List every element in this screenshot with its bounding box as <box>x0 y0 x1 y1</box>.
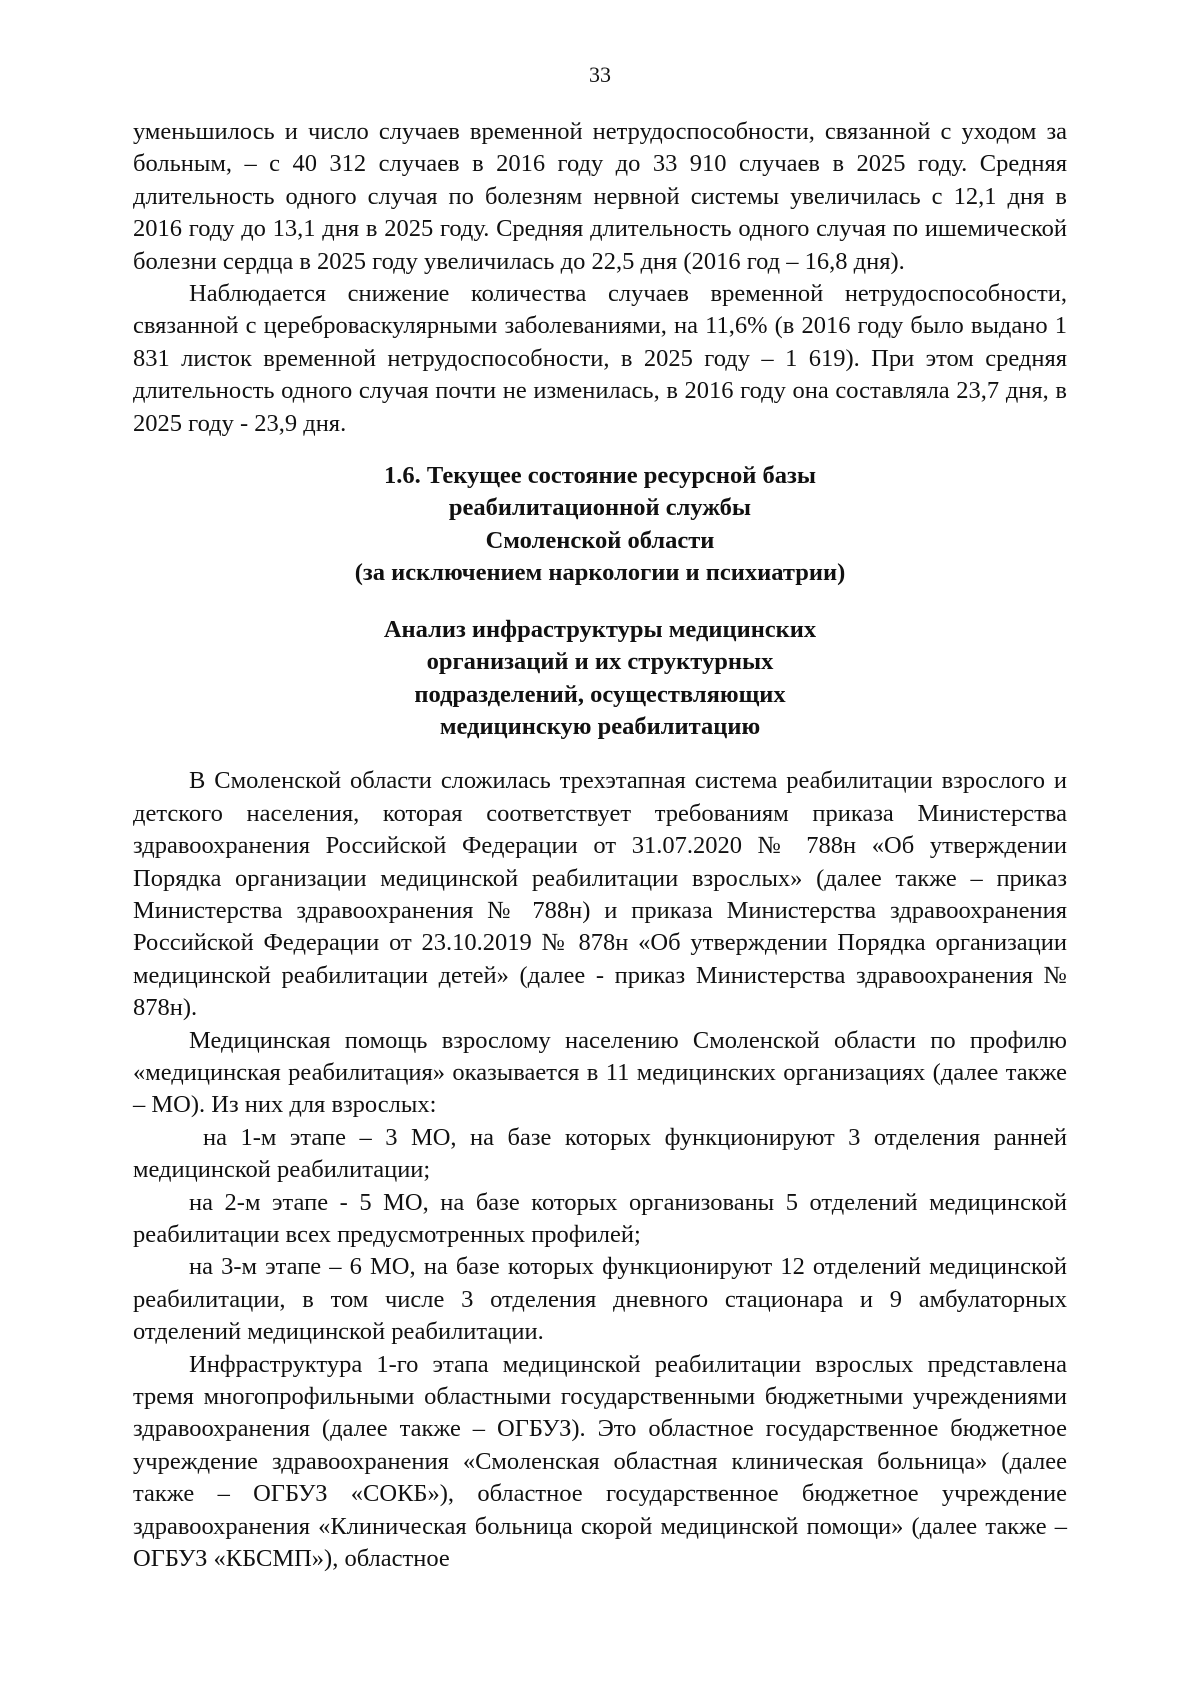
paragraph-system: В Смоленской области сложилась трехэтапная система реабилитации взрослого и детского населения, которая соответствует требованиям приказа Министерства здравоохранения Российской Федерации от 31.07.2020 № 788н «Об утверждении Порядка организации медицинской реабилитации взрослых» (далее также – приказ Министерства здравоохранения № 788н) и приказа Министерства здравоохранения Российской Федерации от 23.10.2019 № 878н «Об утверждении Порядка организации медицинской реабилитации детей» (далее - приказ Министерства здравоохранения № 878н). <box>133 767 1067 1022</box>
paragraph-cerebrovascular: Наблюдается снижение количества случаев временной нетрудоспособности, связанной с цереброваскулярными заболеваниями, на 11,6% (в 2016 году было выдано 1 831 листок временной нетрудоспособности, в 2025 году – 1 619). При этом средняя длительность одного случая почти не изменилась, в 2016 году она составляла 23,7 дня, в 2025 году - 23,9 дня. <box>133 280 1067 437</box>
sub-heading <box>133 614 1067 744</box>
section-heading-line: Смоленской области <box>485 526 715 554</box>
sub-heading-line: Анализ инфраструктуры медицинских <box>383 615 817 643</box>
sub-heading-line: организаций и их структурных <box>426 648 774 676</box>
sub-heading-line: медицинскую реабилитацию <box>439 712 761 740</box>
sub-heading-line: подразделений, осуществляющих <box>414 680 786 708</box>
section-heading-line: реабилитационной службы <box>448 494 752 522</box>
paragraph-infrastructure: Инфраструктура 1-го этапа медицинской реабилитации взрослых представлена тремя многопрофильными областными государственными бюджетными учреждениями здравоохранения (далее также – ОГБУЗ). Это областное государственное бюджетное учреждение здравоохранения «Смоленская областная клиническая больница» (далее также – ОГБУЗ «СОКБ»), областное государственное бюджетное учреждение здравоохранения «Клиническая больница скорой медицинской помощи» (далее также – ОГБУЗ «КБСМП»), областное <box>133 1350 1067 1573</box>
stage-item-3: на 3-м этапе – 6 МО, на базе которых функционируют 12 отделений медицинской реабилитации, в том числе 3 отделения дневного стационара и 9 амбулаторных отделений медицинской реабилитации. <box>133 1253 1067 1346</box>
document-body <box>133 116 1067 1575</box>
paragraph-continued: уменьшилось и число случаев временной нетрудоспособности, связанной с уходом за больным, – с 40 312 случаев в 2016 году до 33 910 случаев в 2025 году. Средняя длительность одного случая по болезням нервной системы увеличилась с 12,1 дня в 2016 году до 13,1 дня в 2025 году. Средняя длительность одного случая по ишемической болезни сердца в 2025 году увеличилась до 22,5 дня (2016 год – 16,8 дня). <box>133 118 1067 275</box>
stage-item-1: на 1-м этапе – 3 МО, на базе которых функционируют 3 отделения ранней медицинской реабилитации; <box>133 1123 1067 1184</box>
section-heading-line: 1.6. Текущее состояние ресурсной базы <box>384 462 816 490</box>
section-heading <box>133 460 1067 590</box>
section-heading-line: (за исключением наркологии и психиатрии) <box>354 559 846 587</box>
stage-item-2: на 2-м этапе - 5 МО, на базе которых организованы 5 отделений медицинской реабилитации всех предусмотренных профилей; <box>133 1188 1067 1248</box>
page-number: 33 <box>589 62 611 87</box>
paragraph-medical-help: Медицинская помощь взрослому населению Смоленской области по профилю «медицинская реабилитация» оказывается в 11 медицинских организациях (далее также – МО). Из них для взрослых: <box>133 1026 1067 1119</box>
